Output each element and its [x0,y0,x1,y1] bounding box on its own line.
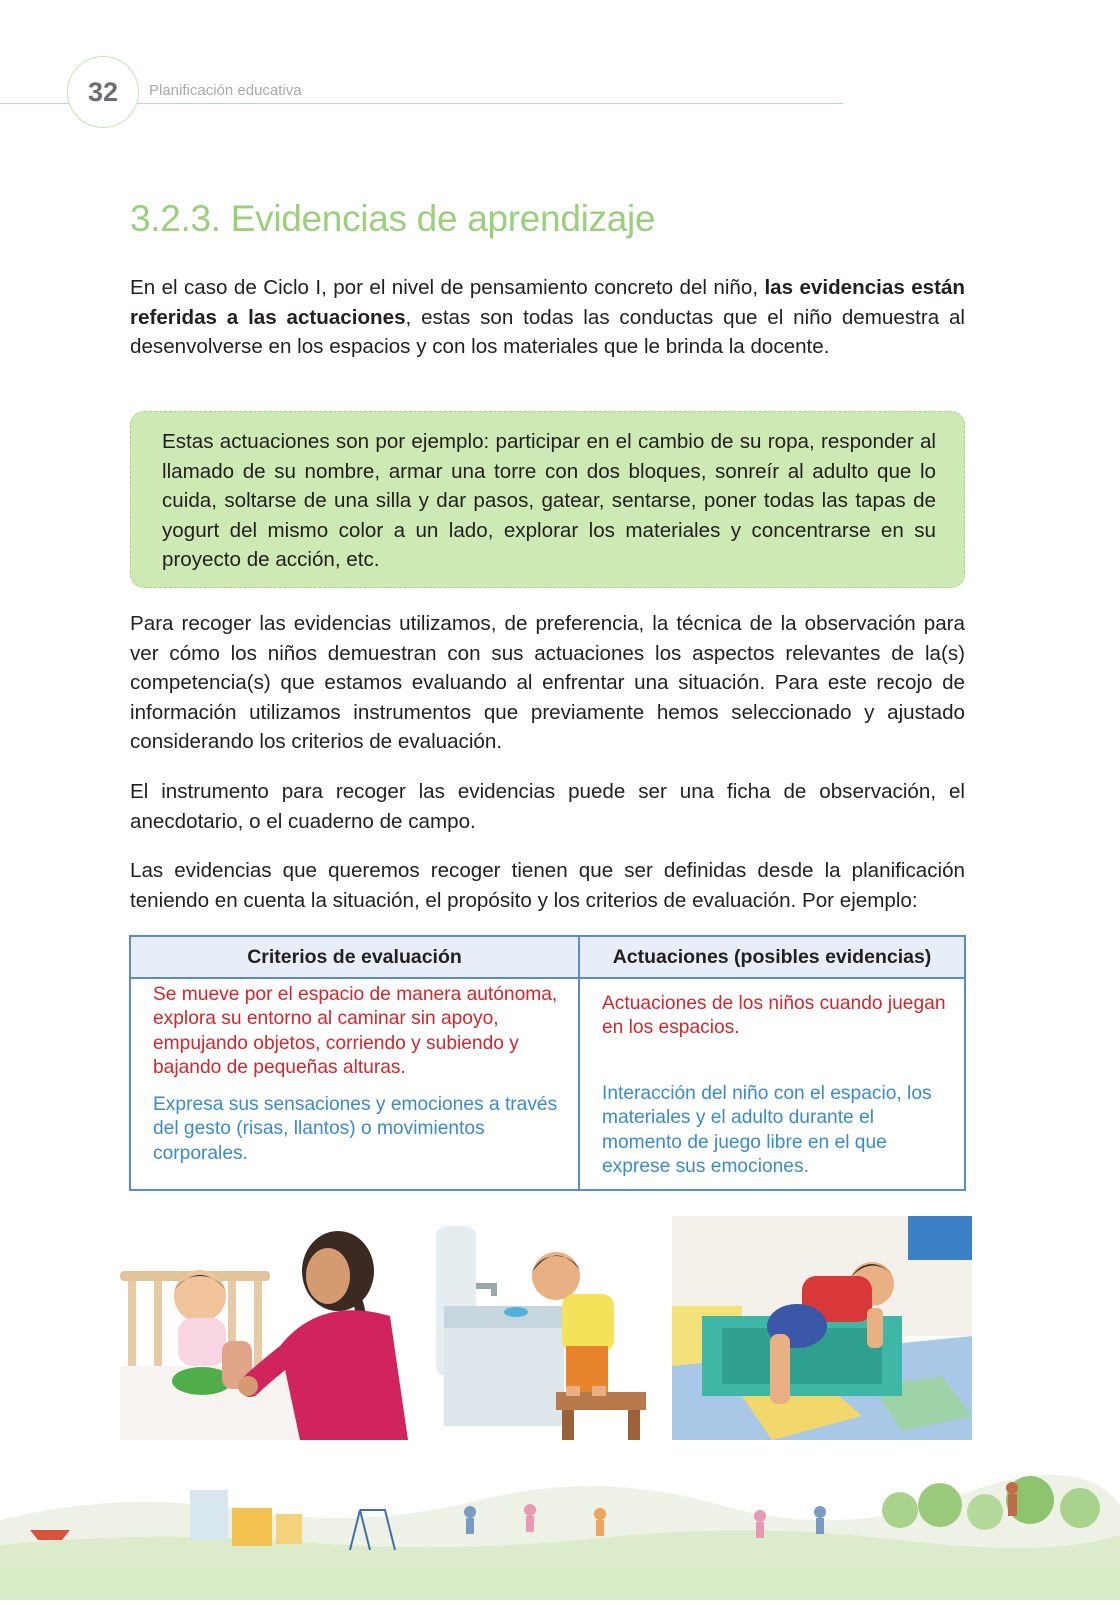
example-callout-box [130,411,965,588]
table-header-row [131,937,964,979]
table-header-criterios: Criterios de evaluación [247,946,462,968]
planning-paragraph: Las evidencias que queremos recoger tienen que ser definidas desde la planificación teniendo en cuenta la situación, el propósito y los criterios de evaluación. Por ejemplo: [130,859,965,912]
footer-landscape-illustration [0,1450,1120,1600]
illustration-child-climbing-box [672,1216,972,1440]
table-cell-criterio-2: Expresa sus sensaciones y emociones a través del gesto (risas, llantos) o movimientos corporales. [153,1094,558,1164]
table-header-actuaciones: Actuaciones (posibles evidencias) [612,946,932,968]
section-title: 3.2.3. Evidencias de aprendizaje [130,198,656,239]
table-cell-criterio-1: Se mueve por el espacio de manera autónoma, explora su entorno al caminar sin apoyo, empujando objetos, corriendo y subiendo y bajando de pequeñas alturas. [153,984,558,1078]
evaluation-table [129,935,966,1191]
table-cell-actuacion-1: Actuaciones de los niños cuando juegan en los espacios. [602,993,946,1039]
page-number-badge [67,56,139,128]
table-column-divider [578,937,580,1189]
page-number: 32 [87,76,119,107]
intro-paragraph [130,273,965,362]
intro-text-2: , estas son todas las conductas que el niño demuestra al desenvolverse en los espacios y con los materiales que le brinda la docente. [130,305,965,358]
table-cell-actuacion-2: Interacción del niño con el espacio, los materiales y el adulto durante el momento de juego libre en el que exprese sus emociones. [602,1083,932,1177]
illustration-mother-dressing-baby [120,1216,408,1440]
illustration-child-at-sink [416,1216,664,1440]
instrument-paragraph: El instrumento para recoger las evidencias puede ser una ficha de observación, el anecdotario, o el cuaderno de campo. [130,780,965,833]
running-head: Planificación educativa [149,82,302,99]
example-text: Estas actuaciones son por ejemplo: participar en el cambio de su ropa, responder al llamado de su nombre, armar una torre con dos bloques, sonreír al adulto que lo cuida, soltarse de una silla y dar pasos, gatear, sentarse, poner todas las tapas de yogurt del mismo color a un lado, explorar los materiales y concentrarse en su proyecto de acción, etc. [162,430,936,571]
intro-bold-text: las evidencias están referidas a las actuaciones [130,276,965,329]
intro-text-1: En el caso de Ciclo I, por el nivel de pensamiento concreto del niño, [130,276,765,299]
observation-paragraph: Para recoger las evidencias utilizamos, de preferencia, la técnica de la observación para ver cómo los niños demuestran con sus actuaciones los aspectos relevantes de la(s) competencia(s) que estamos evaluando al enfrentar una situación. Para este recojo de información utilizamos instrumentos que previamente hemos seleccionado y ajustado considerando los criterios de evaluación. [130,612,965,753]
